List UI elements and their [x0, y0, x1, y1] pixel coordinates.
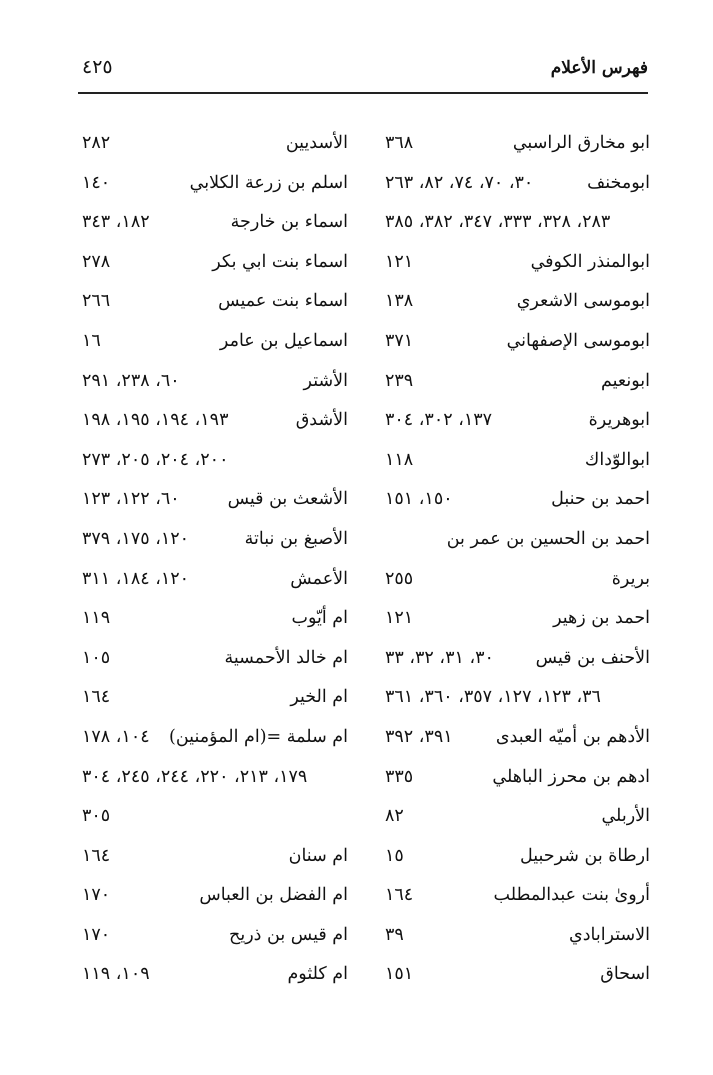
entry-pages: ١٣٧، ٣٠٢، ٣٠٤ — [385, 410, 493, 431]
entry-pages: ٢٠٠، ٢٠٤، ٢٠٥، ٢٧٣ — [82, 449, 229, 470]
entry-pages: ٢٨٣، ٣٢٨، ٣٣٣، ٣٤٧، ٣٨٢، ٣٨٥ — [385, 212, 611, 233]
entry-pages: ٨٢ — [385, 806, 404, 827]
index-entry — [82, 797, 348, 837]
entry-pages: ٣٠، ٣١، ٣٢، ٣٣ — [385, 647, 494, 668]
index-entry — [385, 955, 650, 995]
entry-pages: ١٦٤ — [385, 885, 414, 906]
index-column-left — [82, 124, 348, 1004]
index-entry — [385, 520, 650, 560]
entry-name: الاسترابادي — [569, 924, 650, 945]
entry-pages: ١٢١ — [385, 608, 414, 629]
entry-pages: ٦٠، ٢٣٨، ٢٩١ — [82, 370, 180, 391]
entry-pages: ١١٨ — [385, 449, 414, 470]
entry-name: اسلم بن زرعة الكلابي — [189, 172, 348, 193]
index-entry — [82, 599, 348, 639]
entry-pages: ٢٦٦ — [82, 291, 111, 312]
entry-pages: ٣٦، ١٢٣، ١٢٧، ٣٥٧، ٣٦٠، ٣٦١ — [385, 687, 601, 708]
entry-name: الأحنف بن قيس — [535, 647, 650, 668]
entry-name: اسماء بنت عميس — [218, 291, 348, 312]
index-entry — [385, 639, 650, 679]
entry-name: ابونعيم — [600, 370, 650, 391]
index-entry — [82, 203, 348, 243]
entry-pages: ١٠٩، ١١٩ — [82, 964, 150, 985]
index-entry — [385, 560, 650, 600]
entry-name: ام خالد الأحمسية — [224, 647, 348, 668]
index-entry — [82, 837, 348, 877]
entry-name: الأشعث بن قيس — [227, 489, 348, 510]
entry-pages: ١٨٢، ٣٤٣ — [82, 212, 150, 233]
entry-pages: ١٧٠ — [82, 885, 111, 906]
entry-pages: ١٥٠، ١٥١ — [385, 489, 453, 510]
entry-name: ابوموسى الاشعري — [516, 291, 650, 312]
entry-pages: ١٢١ — [385, 251, 414, 272]
entry-pages: ٢٧٨ — [82, 251, 111, 272]
index-entry — [82, 401, 348, 441]
entry-name: ام الفضل بن العباس — [199, 885, 348, 906]
entry-pages: ١٢٠، ١٨٤، ٣١١ — [82, 568, 190, 589]
index-entry — [82, 243, 348, 283]
page-number: ٤٢٥ — [82, 56, 113, 78]
entry-pages: ٢٣٩ — [385, 370, 414, 391]
entry-name: ام قيس بن ذريح — [229, 924, 348, 945]
index-entry — [385, 124, 650, 164]
entry-name: الأربلي — [601, 806, 650, 827]
entry-name: بريرة — [611, 568, 650, 589]
index-entry — [385, 797, 650, 837]
entry-pages: ٣٧١ — [385, 330, 414, 351]
entry-pages: ١٧٩، ٢١٣، ٢٢٠، ٢٤٤، ٢٤٥، ٣٠٤ — [82, 766, 308, 787]
entry-name: اسماء بن خارجة — [230, 212, 348, 233]
entry-name: الأدهم بن أميّه العبدى — [495, 726, 650, 747]
index-entry — [82, 124, 348, 164]
index-entry — [82, 955, 348, 995]
entry-name: ادهم بن محرز الباهلي — [492, 766, 650, 787]
entry-name: ابوموسى الإصفهاني — [506, 330, 650, 351]
entry-name: أروىٰ بنت عبدالمطلب — [493, 885, 650, 906]
entry-name: ام أيّوب — [291, 608, 348, 629]
entry-name: ابوالمنذر الكوفي — [530, 251, 650, 272]
index-entry — [385, 718, 650, 758]
entry-pages: ١٢٠، ١٧٥، ٣٧٩ — [82, 528, 190, 549]
entry-pages: ٢٨٢ — [82, 133, 111, 153]
entry-name: ام الخير — [290, 687, 348, 708]
entry-name: ابومخنف — [587, 172, 650, 193]
entry-name: اسماء بنت ابي بكر — [212, 251, 348, 272]
index-entry — [385, 401, 650, 441]
entry-name: ام سنان — [288, 845, 348, 866]
index-entry — [82, 916, 348, 956]
entry-pages: ١٣٨ — [385, 291, 414, 312]
entry-name: ارطاة بن شرحبيل — [519, 845, 650, 866]
entry-name: ابو مخارق الراسبي — [512, 133, 650, 153]
index-entry — [82, 441, 348, 481]
entry-pages: ٣٣٥ — [385, 766, 414, 787]
entry-name: الأصبغ بن نباتة — [244, 528, 348, 549]
index-entry — [385, 203, 650, 243]
entry-name: احمد بن زهير — [553, 608, 650, 629]
entry-name: ام سلمة =(ام المؤمنين) — [169, 726, 348, 747]
entry-name: الأسديين — [285, 133, 348, 153]
index-entry — [82, 678, 348, 718]
index-entry — [82, 758, 348, 798]
entry-pages: ١٥١ — [385, 964, 414, 985]
running-title: فهرس الأعلام — [550, 58, 648, 78]
entry-name: الأشتر — [303, 370, 348, 391]
index-entry — [82, 164, 348, 204]
index-entry — [82, 718, 348, 758]
entry-pages: ٣٠٥ — [82, 806, 111, 827]
index-entry — [385, 480, 650, 520]
entry-pages: ١٦ — [82, 330, 101, 351]
index-entry — [82, 322, 348, 362]
entry-pages: ١١٩ — [82, 608, 111, 629]
entry-name: احمد بن حنبل — [551, 489, 650, 510]
entry-pages: ١٩٣، ١٩٤، ١٩٥، ١٩٨ — [82, 410, 229, 431]
index-entry — [385, 678, 650, 718]
index-entry — [385, 916, 650, 956]
index-entry — [82, 282, 348, 322]
index-entry — [385, 243, 650, 283]
entry-name: ابوالوّداك — [584, 449, 650, 470]
entry-pages: ١٠٥ — [82, 647, 111, 668]
index-entry — [82, 520, 348, 560]
entry-pages: ١٦٤ — [82, 845, 111, 866]
index-entry — [385, 164, 650, 204]
entry-pages: ١٤٠ — [82, 172, 111, 193]
entry-name: ابوهريرة — [588, 410, 650, 431]
entry-name: الأشدق — [295, 410, 348, 431]
index-column-right — [385, 124, 650, 1004]
entry-pages: ١٠٤، ١٧٨ — [82, 726, 150, 747]
entry-pages: ١٥ — [385, 845, 404, 866]
page-header — [78, 52, 648, 94]
entry-pages: ١٧٠ — [82, 924, 111, 945]
entry-pages: ٣٦٨ — [385, 133, 414, 153]
entry-pages: ٦٠، ١٢٢، ١٢٣ — [82, 489, 180, 510]
entry-name: ام كلثوم — [287, 964, 348, 985]
entry-pages: ٣٠، ٧٠، ٧٤، ٨٢، ٢٦٣ — [385, 172, 534, 193]
index-entry — [385, 599, 650, 639]
entry-pages: ٣٩ — [385, 924, 404, 945]
index-entry — [82, 362, 348, 402]
entry-name: احمد بن الحسين بن عمر بن — [446, 528, 650, 549]
index-entry — [82, 876, 348, 916]
index-entry — [385, 282, 650, 322]
index-entry — [385, 322, 650, 362]
index-entry — [82, 560, 348, 600]
index-entry — [385, 837, 650, 877]
entry-name: اسماعيل بن عامر — [219, 330, 348, 351]
index-entry — [82, 639, 348, 679]
entry-pages: ٢٥٥ — [385, 568, 414, 589]
index-entry — [385, 362, 650, 402]
entry-name: اسحاق — [600, 964, 650, 985]
index-entry — [385, 441, 650, 481]
entry-name: الأعمش — [290, 568, 348, 589]
entry-pages: ١٦٤ — [82, 687, 111, 708]
entry-pages: ٣٩١، ٣٩٢ — [385, 726, 453, 747]
index-entry — [385, 758, 650, 798]
index-entry — [82, 480, 348, 520]
index-entry — [385, 876, 650, 916]
